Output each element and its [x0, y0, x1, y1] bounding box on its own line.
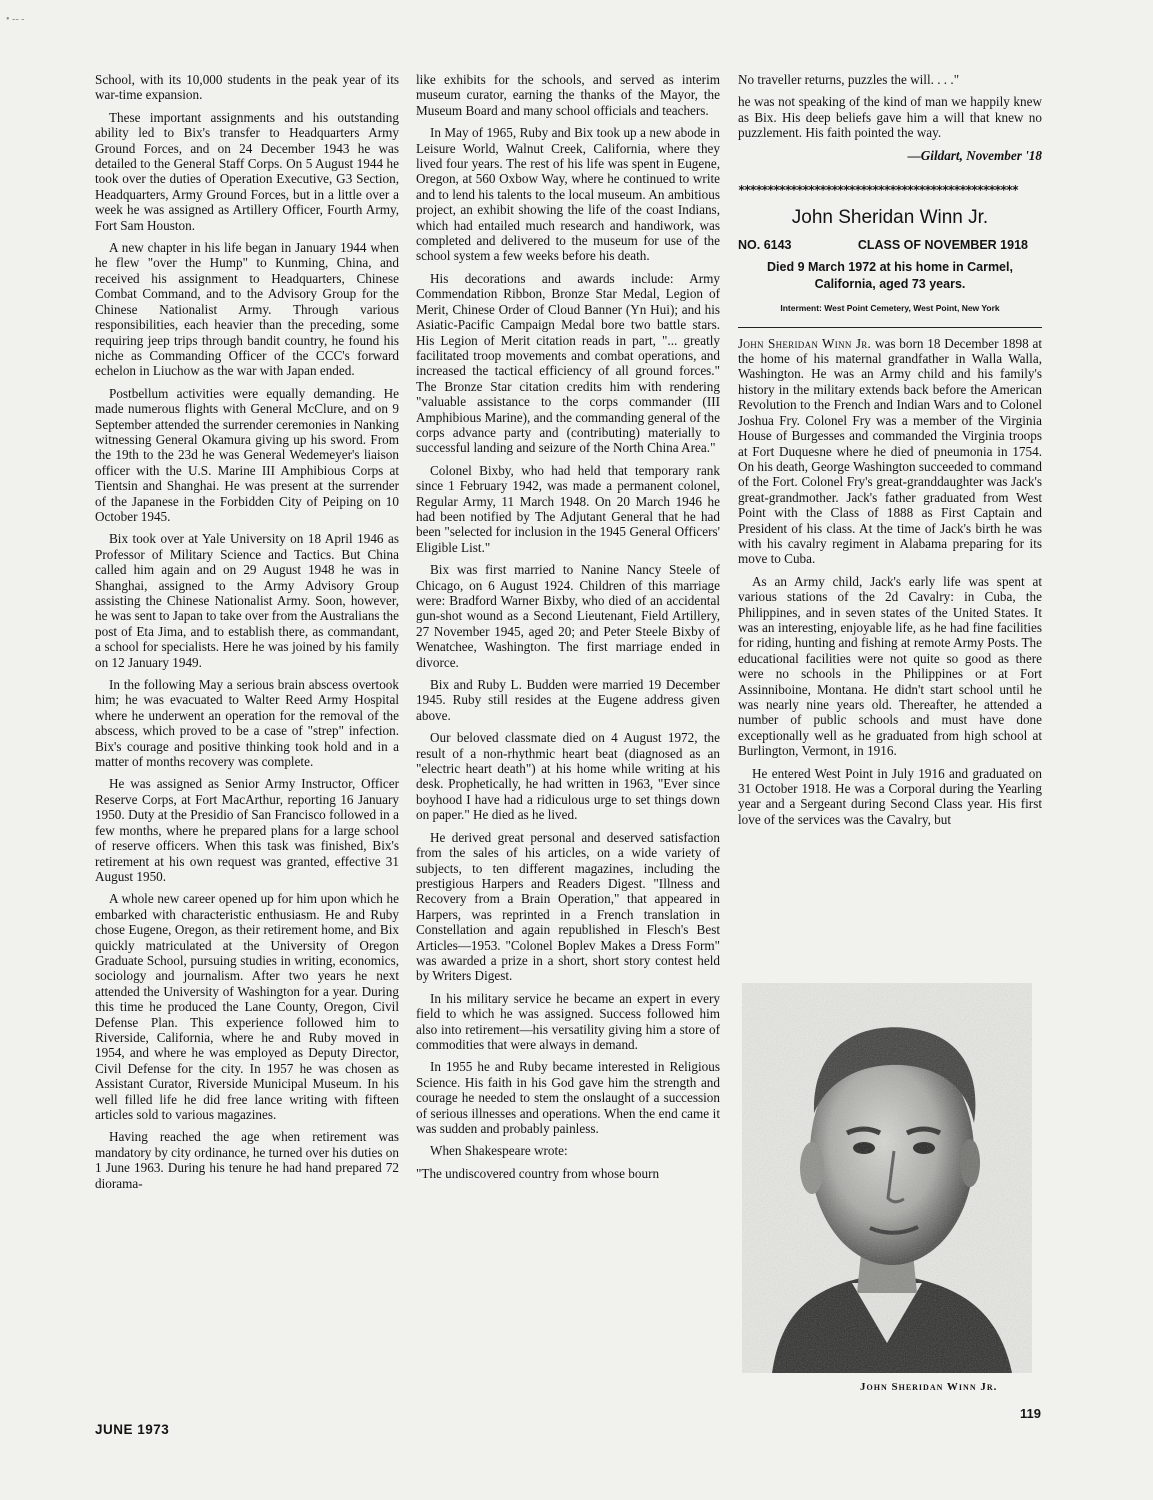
scan-marks: • -- - — [6, 14, 25, 25]
paragraph: he was not speaking of the kind of man we happily knew as Bix. His deep beliefs gave him a will that knew no puzzlement. His faith pointed the way. — [738, 94, 1042, 141]
paragraph: As an Army child, Jack's early life was spent at various stations of the 2d Cavalry: in Cuba, the Philippines, and in seven states of the United States. It was an interesting, enjoyable life, as he had fine facilities for riding, hunting and fishing at remote Army Posts. The educational facilities were not quite so good as there were no schools in the Philippines or at Fort Assinniboine, Montana. He didn't start school until he was nearly nine years old. Thereafter, he attended a number of public schools and must have done exceptionally well as he graduated from high school at Burlington, Vermont, in 1916. — [738, 573, 1042, 759]
death-notice-line-1: Died 9 March 1972 at his home in Carmel, — [767, 260, 1013, 275]
obituary-header-row — [738, 238, 1042, 253]
paragraph: Colonel Bixby, who had held that temporary rank since 1 February 1942, was made a permanent colonel, Regular Army, 11 March 1948. On 20 March 1946 he had been notified by The Adjutant General that he had been "selected for inclusion in the 1945 General Officers' Eligible List." — [416, 462, 720, 555]
paragraph: In 1955 he and Ruby became interested in Religious Science. His faith in his God gave him the strength and courage he needed to stem the onslaught of a succession of serious illnesses and operations. When the end came it was sudden and probably painless. — [416, 1059, 720, 1136]
paragraph: A whole new career opened up for him upon which he embarked with characteristic enthusiasm. He and Ruby chose Eugene, Oregon, as their retirement home, and Bix quickly matriculated at the University of Oregon Graduate School, pursuing studies in writing, economics, sociology and journalism. After two years he next attended the University of Washington for a year. During this time he produced the Lane County, Oregon, Civil Defense Plan. This experience followed him to Riverside, California, where he and Ruby moved in 1954, and where he was employed as Deputy Director, Civil Defense for the city. In 1957 he was chosen as Assistant Curator, Riverside Municipal Museum. In his well filled life he did free lance writing with fifteen articles sold to various magazines. — [95, 891, 399, 1122]
paragraph: These important assignments and his outstanding ability led to Bix's transfer to Headquarters Army Ground Forces, and on 24 December 1943 he was detailed to the General Staff Corps. On 5 August 1944 he took over the duties of Operation Executive, G3 Section, Headquarters, Army Ground Forces, but in a little over a week he was assigned as Artillery Officer, Fourth Army, Fort Sam Houston. — [95, 109, 399, 233]
obituary-name: John Sheridan Winn Jr. — [791, 207, 989, 229]
portrait-photo — [742, 983, 1032, 1373]
divider-rule — [738, 327, 1042, 328]
paragraph: Bix took over at Yale University on 18 April 1946 as Professor of Military Science and Tactics. But China called him again and on 29 August 1948 he was in Shanghai, assigned to the Army Advisory Group assisting the Chinese Nationalist Army. Soon, however, he was sent to Japan to take over from the Australians the post of Eta Jima, and to establish there, as commandant, a school for specialists. Here he was joined by his family on 12 January 1949. — [95, 531, 399, 670]
cullum-number: NO. 6143 — [738, 237, 792, 252]
issue-date: JUNE 1973 — [95, 1422, 170, 1437]
obituary-lead-paragraph — [738, 336, 1042, 567]
interment-note: Interment: West Point Cemetery, West Point, New York — [780, 303, 1000, 314]
paragraph: Bix and Ruby L. Budden were married 19 December 1945. Ruby still resides at the Eugene address given above. — [416, 677, 720, 723]
paragraph: His decorations and awards include: Army Commendation Ribbon, Bronze Star Medal, Legion of Merit, Chinese Order of Cloud Banner (Yn Hui); and his Asiatic-Pacific Campaign Medal bore two battle stars. His Legion of Merit citation reads in part, "... greatly facilitated troop movements and combat operations, and increased the tactical efficiency of all ground forces." The Bronze Star citation credits him with rendering "valuable assistance to the corps commander (III Amphibious Marine), and the commanding general of the corps advance party and (contributing) materially to successful landing and seizure of the North China Area." — [416, 270, 720, 456]
class-year: CLASS OF NOVEMBER 1918 — [857, 237, 1028, 252]
page-number: 119 — [1020, 1406, 1041, 1421]
star-divider: ************************************************ — [738, 183, 1018, 198]
paragraph: like exhibits for the schools, and served as interim museum curator, earning the thanks of the Mayor, the Museum Board and many school officials and teachers. — [416, 72, 720, 118]
portrait-image — [742, 983, 1032, 1373]
shakespeare-quote-continued: No traveller returns, puzzles the will. . . ." — [738, 72, 960, 87]
column-3 — [738, 72, 1042, 834]
column-1 — [95, 72, 399, 1198]
paragraph: Our beloved classmate died on 4 August 1972, the result of a non-rhythmic heart beat (diagnosed as an "electric heart death") at his home while writing at his desk. Prophetically, he had written in 1963, "Ever since boyhood I have had a ridiculous urge to set things down on paper." He died as he lived. — [416, 730, 720, 823]
shakespeare-quote: "The undiscovered country from whose bourn — [416, 1165, 660, 1181]
paragraph: Postbellum activities were equally demanding. He made numerous flights with General McClure, and on 9 September attended the surrender ceremonies in Nanking witnessing General Okamura giving up his sword. From the 19th to the 23d he was General Wedemeyer's liaison officer with the U.S. Marine III Amphibious Corps at Tientsin and Shanghai. He was present at the surrender of the Japanese in the Forbidden City of Peiping on 10 October 1945. — [95, 385, 399, 524]
paragraph: School, with its 10,000 students in the peak year of its war-time expansion. — [95, 72, 399, 103]
lead-name: John Sheridan Winn Jr. — [738, 335, 872, 351]
paragraph: He was assigned as Senior Army Instructor, Officer Reserve Corps, at Fort MacArthur, reporting 16 January 1950. Duty at the Presidio of San Francisco followed in a few months, where he prepared plans for a large school of reserve officers. When this task was finished, Bix's retirement at his own request was granted, effective 31 August 1950. — [95, 776, 399, 884]
paragraph: In his military service he became an expert in every field to which he was assigned. Success followed him also into retirement—his versatility giving him a store of commodities that were always in demand. — [416, 990, 720, 1052]
paragraph: In May of 1965, Ruby and Bix took up a new abode in Leisure World, Walnut Creek, California, where they lived four years. The rest of his life was spent in Eugene, Oregon, at 560 Oxbow Way, where he continued to write and to lend his talents to the local museum. An ambitious project, an exhibit showing the life of the coast Indians, which had entailed much research and handiwork, was completed and delivered to the museum for use of the school system a few weeks before his death. — [416, 125, 720, 264]
paragraph: He entered West Point in July 1916 and graduated on 31 October 1918. He was a Corporal during the Yearling year and a Sergeant during Second Class year. His first love of the services was the Cavalry, but — [738, 765, 1042, 827]
author-signature: —Gildart, November '18 — [907, 147, 1042, 163]
paragraph: A new chapter in his life began in January 1944 when he flew "over the Hump" to Kunming, China, and received his assignment to Headquarters, Chinese Combat Command, and to the Advisory Group for the Chinese Nationalist Army. Through various responsibilities, each heavier than the preceding, some requiring jeep trips through bandit country, he found his niche as Commanding Officer of the CCC's forward echelon in Liuchow as the war with Japan ended. — [95, 240, 399, 379]
paragraph: When Shakespeare wrote: — [430, 1143, 568, 1159]
paragraph: He derived great personal and deserved satisfaction from the sales of his articles, on a wide variety of subjects, to ten different magazines, including the prestigious Harpers and Readers Digest. "Illness and Recovery from a Brain Operation," that appeared in Harpers, was reprinted in a French translation in Constellation and again republished in Flesch's Best Articles—1953. "Colonel Boplev Makes a Dress Form" was awarded a prize in a short, short story contest held by Writers Digest. — [416, 829, 720, 984]
paragraph: Bix was first married to Nanine Nancy Steele of Chicago, on 6 August 1924. Children of this marriage were: Bradford Warner Bixby, who died of an accidental gun-shot wound as a Second Lieutenant, Field Artillery, 27 November 1945, aged 20; and Peter Steele Bixby of Wenatchee, Washington. The first marriage ended in divorce. — [416, 562, 720, 670]
lead-text: was born 18 December 1898 at the home of his maternal grandfather in Walla Walla, Washington. He was an Army child and his family's history in the military extends back before the American Revolution to the French and Indian Wars and to Colonel Joshua Fry. Colonel Fry was a member of the Virginia House of Burgesses and commanded the Virginia troops at Fort Duquesne where he died of pneumonia in 1754. On his death, George Washington succeeded to command of the Fort. Colonel Fry's great-granddaughter was Jack's great-grandmother. Jack's father graduated from West Point with the Class of 1888 as First Captain and President of his class. At the time of Jack's birth he was with his cavalry regiment in Alabama preparing for its move to Cuba. — [738, 335, 1042, 567]
photo-caption: John Sheridan Winn Jr. — [860, 1381, 998, 1393]
paragraph: Having reached the age when retirement was mandatory by city ordinance, he turned over his duties on 1 June 1963. During his tenure he had hand prepared 72 diorama- — [95, 1129, 399, 1191]
death-notice-line-2: California, aged 73 years. — [814, 277, 966, 292]
death-notice — [738, 259, 1042, 293]
column-2 — [416, 72, 720, 1188]
paragraph: In the following May a serious brain abscess overtook him; he was evacuated to Walter Reed Army Hospital where he underwent an operation for the removal of the abscess, which proved to be a case of "strep" infection. Bix's courage and positive thinking took hold and in a matter of months recovery was complete. — [95, 677, 399, 770]
